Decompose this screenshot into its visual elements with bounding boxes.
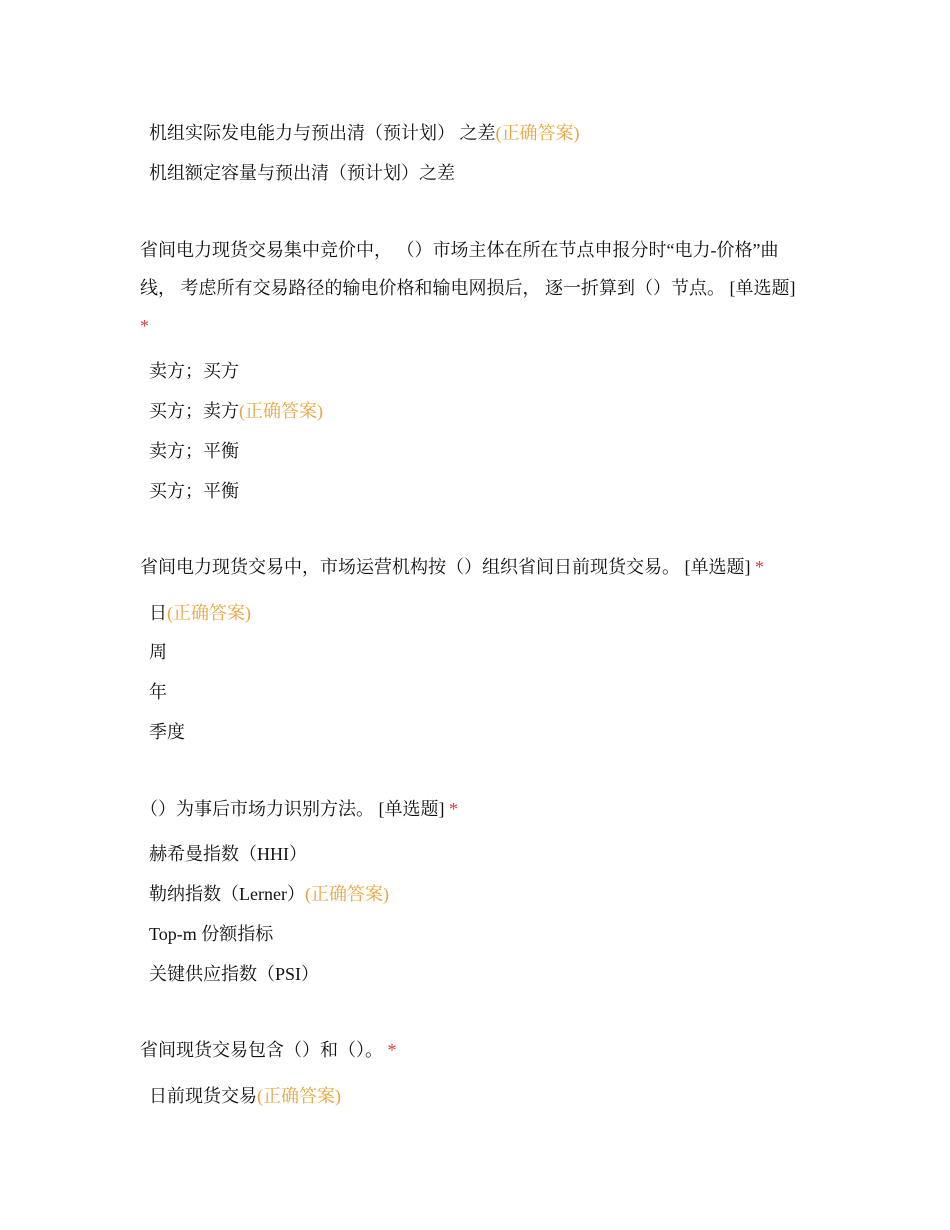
required-mark: * (387, 1040, 397, 1060)
q1-option-4 (149, 479, 239, 503)
q4-option-1 (149, 1084, 341, 1108)
q2-option-1 (149, 601, 251, 625)
q1-question-text (140, 231, 805, 345)
required-mark: * (449, 799, 458, 819)
correct-answer-tag: (正确答案) (495, 123, 580, 143)
q0-option-1 (149, 121, 580, 145)
option-text: 周 (149, 642, 167, 662)
q2-option-3 (149, 680, 167, 704)
correct-answer-tag: (正确答案) (304, 884, 389, 904)
option-text: 卖方；买方 (149, 361, 239, 381)
required-mark: * (140, 316, 149, 336)
question-text: 省间现货交易包含（）和（）。 (140, 1040, 383, 1060)
option-text: 季度 (149, 722, 185, 742)
required-mark: * (755, 557, 764, 577)
q1-option-2 (149, 399, 323, 423)
option-text: Top-m 份额指标 (149, 924, 274, 944)
q0-option-2 (149, 161, 455, 185)
q3-option-2 (149, 882, 389, 906)
option-text: 卖方；平衡 (149, 441, 239, 461)
option-text: 赫希曼指数（HHI） (149, 844, 307, 864)
option-text: 买方；卖方 (149, 401, 239, 421)
question-text: （）为事后市场力识别方法。 [单选题] (140, 799, 445, 819)
option-text: 机组实际发电能力与预出清（预计划） 之差 (149, 123, 496, 143)
option-text: 日前现货交易 (149, 1086, 257, 1106)
correct-answer-tag: (正确答案) (239, 401, 323, 421)
q3-option-3 (149, 922, 273, 946)
q2-option-4 (149, 720, 185, 744)
question-text: 省间电力现货交易中，市场运营机构按（）组织省间日前现货交易。 [单选题] (140, 557, 751, 577)
option-text: 年 (149, 682, 167, 702)
option-text: 日 (149, 603, 167, 623)
q3-question-text (140, 790, 805, 828)
q2-question-text (140, 548, 805, 586)
option-text: 机组额定容量与预出清（预计划）之差 (149, 163, 455, 183)
correct-answer-tag: (正确答案) (167, 603, 251, 623)
q2-option-2 (149, 640, 167, 664)
q1-option-3 (149, 439, 239, 463)
q3-option-1 (149, 842, 307, 866)
q1-option-1 (149, 359, 239, 383)
correct-answer-tag: (正确答案) (257, 1086, 341, 1106)
q4-question-text (140, 1031, 805, 1069)
q3-option-4 (149, 962, 319, 986)
option-text: 买方；平衡 (149, 481, 239, 501)
question-text: 省间电力现货交易集中竞价中， （）市场主体在所在节点申报分时“电力-价格”曲线， 考虑所有交易路径的输电价格和输电网损后， 逐一折算到（）节点。 [单选题] (140, 240, 796, 298)
option-text: 勒纳指数（Lerner） (149, 884, 305, 904)
option-text: 关键供应指数（PSI） (149, 964, 320, 984)
